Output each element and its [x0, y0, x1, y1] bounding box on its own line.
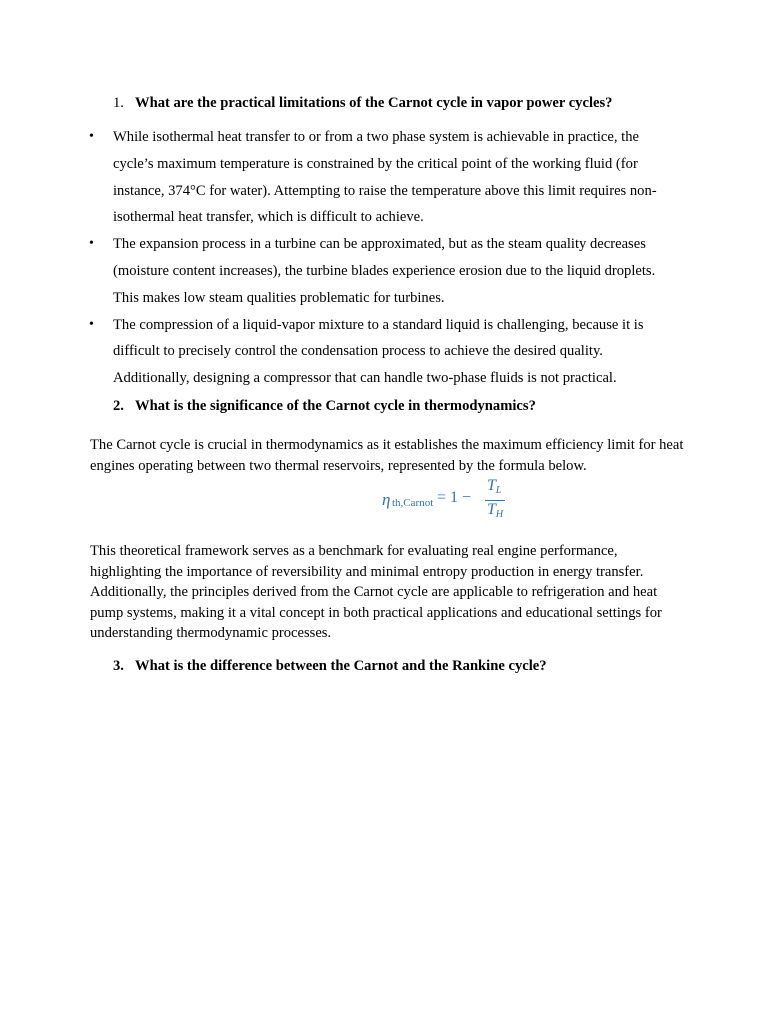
- list-item: [89, 231, 689, 311]
- limitations-list: [89, 124, 689, 392]
- question-1-heading: [113, 93, 612, 113]
- question-number: 3.: [113, 658, 124, 674]
- question-text: What is the difference between the Carnot and the Rankine cycle?: [135, 658, 547, 674]
- list-item-line: The expansion process in a turbine can be approximated, but as the steam quality decreases: [113, 236, 646, 253]
- eta-subscript: th,Carnot: [392, 497, 434, 509]
- list-item: [89, 312, 689, 392]
- carnot-efficiency-formula: [382, 478, 522, 526]
- list-item-line: This makes low steam qualities problematic for turbines.: [113, 289, 445, 306]
- question-text: What are the practical limitations of the Carnot cycle in vapor power cycles?: [135, 95, 613, 111]
- list-item-line: instance, 374°C for water). Attempting to raise the temperature above this limit requires non-: [113, 182, 657, 199]
- list-item-line: Additionally, designing a compressor that can handle two-phase fluids is not practical.: [113, 370, 617, 387]
- question-number: 2.: [113, 398, 124, 414]
- list-item-line: While isothermal heat transfer to or from a two phase system is achievable in practice, the: [113, 129, 639, 145]
- bullet-icon: •: [89, 316, 94, 332]
- question-text: What is the significance of the Carnot cycle in thermodynamics?: [135, 398, 536, 414]
- list-item-line: difficult to precisely control the condensation process to achieve the desired quality.: [113, 343, 603, 360]
- question-number: 1.: [113, 95, 124, 111]
- list-item-line: The compression of a liquid-vapor mixture to a standard liquid is challenging, because it is: [113, 316, 644, 333]
- list-item: [89, 124, 689, 231]
- bullet-icon: •: [89, 236, 94, 252]
- list-item-line: isothermal heat transfer, which is difficult to achieve.: [113, 209, 424, 226]
- question-3-heading: [113, 656, 547, 676]
- equals-one-minus: = 1 −: [437, 489, 472, 506]
- intro-paragraph: The Carnot cycle is crucial in thermodynamics as it establishes the maximum efficiency limit for heat engines operating between two thermal reservoirs, represented by the formula below.: [90, 437, 684, 474]
- fraction-numerator: $T_L$: [487, 477, 502, 496]
- list-item-line: (moisture content increases), the turbine blades experience erosion due to the liquid droplets.: [113, 262, 656, 279]
- body-paragraph: This theoretical framework serves as a benchmark for evaluating real engine performance, highlighting the importance of reversibility and minimal entropy production in energy transfer. Additionally, the principles derived from the Carnot cycle are applicable to refrigeration and heat pump systems, making it a vital concept in both practical applications and educational settings for understanding thermodynamic processes.: [90, 543, 662, 642]
- fraction-denominator: $T_H$: [487, 501, 504, 520]
- list-item-line: cycle’s maximum temperature is constrained by the critical point of the working fluid (for: [113, 155, 638, 172]
- bullet-icon: •: [89, 129, 94, 144]
- eta-symbol: η: [382, 490, 391, 509]
- question-2-heading: [113, 396, 536, 416]
